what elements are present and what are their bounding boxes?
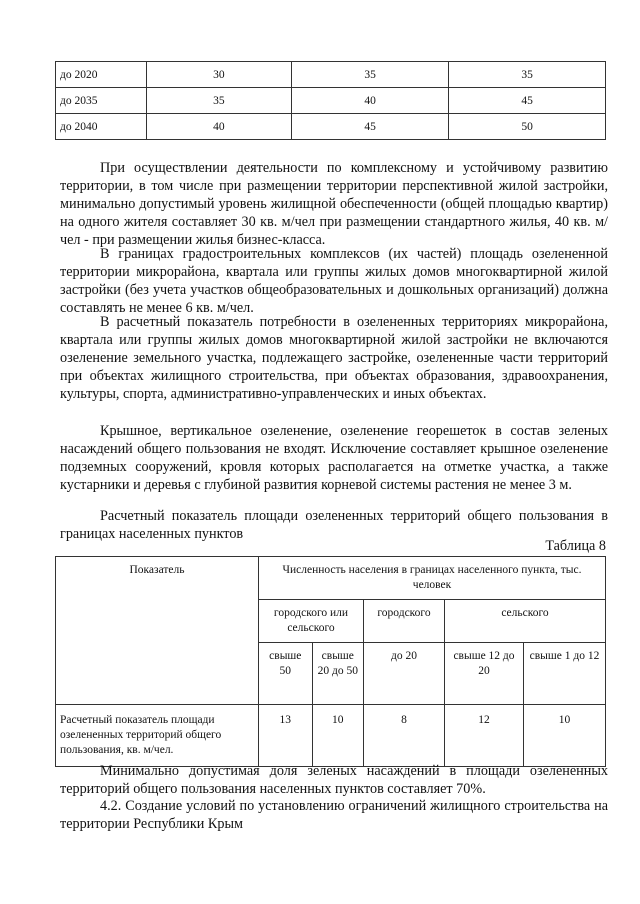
paragraph-green-area-norm: В границах градостроительных комплексов (их частей) площадь озелененной территории микрорайона, квартала или группы жилых домов многоквартирной жилой застройки (без учета участков общеобразовательных и дошкольных организаций) должна составлять не менее 6 кв. м/чел. <box>60 246 608 316</box>
table-header-row <box>56 557 606 600</box>
paragraph-table-intro: Расчетный показатель площади озелененных территорий общего пользования в границах населенных пунктов <box>60 508 608 542</box>
table-row <box>56 88 606 114</box>
table-cell: 8 <box>364 705 445 767</box>
table-cell: 35 <box>449 62 606 88</box>
table-cell: 40 <box>146 114 291 140</box>
green-areas-table <box>55 556 606 767</box>
table-cell: 30 <box>146 62 291 88</box>
paragraph-housing-provision: При осуществлении деятельности по комплексному и устойчивому развитию территории, в том числе при размещении территории перспективной жилой застройки, минимально допустимый уровень жилищной обеспеченности (общей площадью квартир) на одного жителя составляет 30 кв. м/чел при размещении стандартного жилья, 40 кв. м/чел - при размещении жилья бизнес-класса. <box>60 160 608 248</box>
paragraph-roof-greening: Крышное, вертикальное озеленение, озеленение георешеток в состав зеленых насаждений общего пользования не входят. Исключение составляет крышное озеленение подземных сооружений, кровля которых располагается на отметке участка, а также кустарники и деревья с глубиной развития корневой системы растения не менее 3 м. <box>60 423 608 493</box>
table-cell: 50 <box>449 114 606 140</box>
header-12-to-20: свыше 12 до 20 <box>445 643 524 705</box>
row-label: Расчетный показатель площади озелененных территорий общего пользования, кв. м/чел. <box>56 705 259 767</box>
housing-norms-table <box>55 61 606 140</box>
table-cell: до 2035 <box>56 88 147 114</box>
table-cell: 35 <box>291 62 449 88</box>
header-group-urban: городского <box>364 600 445 643</box>
table-caption: Таблица 8 <box>545 538 606 554</box>
table-cell: 45 <box>449 88 606 114</box>
header-over-50: свыше 50 <box>259 643 313 705</box>
table-row <box>56 62 606 88</box>
header-1-to-12: свыше 1 до 12 <box>524 643 606 705</box>
header-group-rural: сельского <box>445 600 606 643</box>
table-cell: 35 <box>146 88 291 114</box>
table-row <box>56 705 606 767</box>
table-cell: 10 <box>312 705 363 767</box>
header-population: Численность населения в границах населенного пункта, тыс. человек <box>259 557 606 600</box>
header-group-urban-or-rural: городского или сельского <box>259 600 364 643</box>
header-20-to-50: свыше 20 до 50 <box>312 643 363 705</box>
table-row <box>56 114 606 140</box>
header-indicator: Показатель <box>56 557 259 705</box>
table-cell: до 2020 <box>56 62 147 88</box>
table-cell: до 2040 <box>56 114 147 140</box>
section-heading-4-2: 4.2. Создание условий по установлению ограничений жилищного строительства на территории Республики Крым <box>60 798 608 832</box>
table-cell: 13 <box>259 705 313 767</box>
table-cell: 40 <box>291 88 449 114</box>
header-to-20: до 20 <box>364 643 445 705</box>
table-cell: 45 <box>291 114 449 140</box>
table-cell: 12 <box>445 705 524 767</box>
paragraph-green-area-exclusions: В расчетный показатель потребности в озелененных территориях микрорайона, квартала или группы жилых домов многоквартирной жилой застройки не включаются озеленение земельного участка, подлежащего застройке, озелененные части территорий при объектах жилищного строительства, при объектах образования, здравоохранения, культуры, спорта, административно-управленческих и иных объектах. <box>60 314 608 402</box>
paragraph-min-green-share: Минимально допустимая доля зеленых насаждений в площади озелененных территорий общего пользования населенных пунктов составляет 70%. <box>60 763 608 797</box>
table-cell: 10 <box>524 705 606 767</box>
